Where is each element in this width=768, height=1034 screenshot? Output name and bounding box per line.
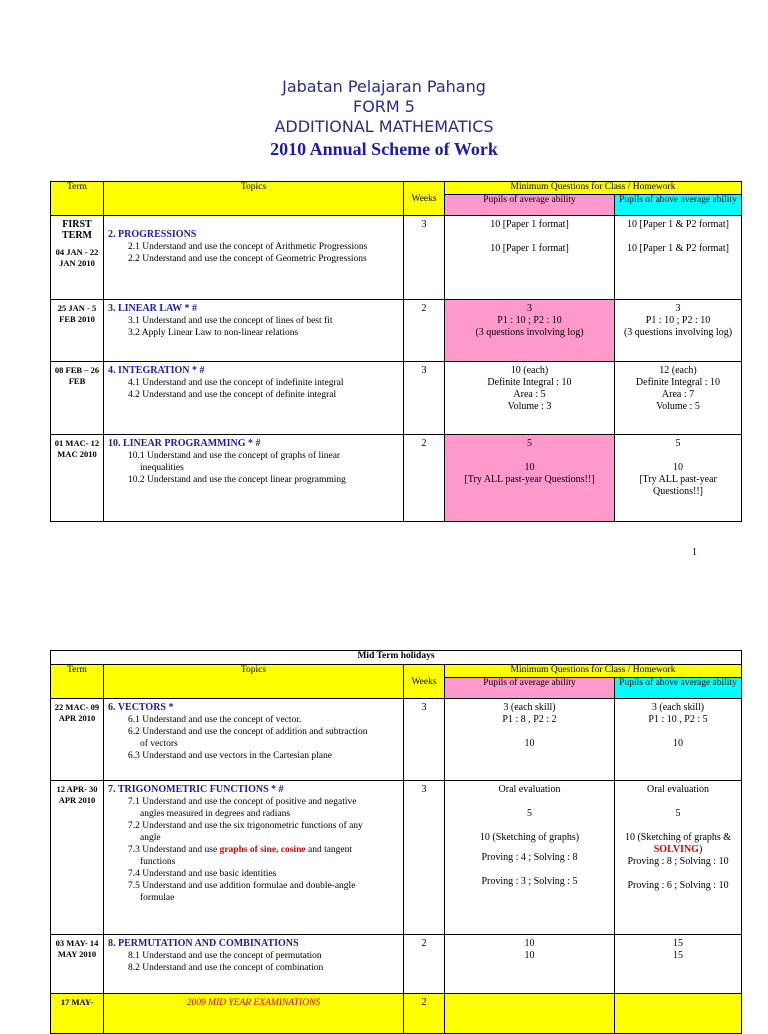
term-cell: FIRST TERM 04 JAN - 22 JAN 2010 <box>51 216 104 300</box>
above-cell: 10 [Paper 1 & P2 format] 10 [Paper 1 & P2 format] <box>615 216 742 300</box>
exam-cell: 2009 MID YEAR EXAMINATIONS <box>104 994 404 1034</box>
table-row <box>51 935 742 994</box>
above-cell: 15 15 <box>615 935 742 994</box>
term-cell: 25 JAN - 5 FEB 2010 <box>51 300 104 362</box>
average-cell <box>445 994 615 1034</box>
col-average-header: Pupils of average ability <box>445 195 615 216</box>
weeks-cell: 3 <box>404 362 445 435</box>
col-minq-header: Minimum Questions for Class / Homework <box>445 665 742 678</box>
above-cell: 3 P1 : 10 ; P2 : 10 (3 questions involving log) <box>615 300 742 362</box>
term-cell: 12 APR- 30 APR 2010 <box>51 781 104 935</box>
topic-cell: 4. INTEGRATION * # 4.1 Understand and use the concept of indefinite integral 4.2 Understand and use the concept of definite integral <box>104 362 404 435</box>
col-topics-header: Topics <box>104 665 404 699</box>
header-title: 2010 Annual Scheme of Work <box>270 139 498 159</box>
page-number: 1 <box>692 547 697 558</box>
average-cell: 5 10 [Try ALL past-year Questions!!] <box>445 435 615 522</box>
above-cell: 12 (each) Definite Integral : 10 Area : 7 Volume : 5 <box>615 362 742 435</box>
term-cell: 17 MAY- <box>51 994 104 1034</box>
col-term-header: Term <box>51 665 104 699</box>
highlight-text: graphs of sine, cosine <box>219 845 306 855</box>
weeks-cell: 3 <box>404 781 445 935</box>
highlight-text: SOLVING <box>653 844 699 855</box>
term-cell: 08 FEB – 26 FEB <box>51 362 104 435</box>
topic-cell: 8. PERMUTATION AND COMBINATIONS 8.1 Understand and use the concept of permutation 8.2 Understand and use the concept of combination <box>104 935 404 994</box>
above-cell: 3 (each skill) P1 : 10 , P2 : 5 10 <box>615 699 742 781</box>
average-cell: 10 (each) Definite Integral : 10 Area : 5 Volume : 3 <box>445 362 615 435</box>
weeks-cell: 2 <box>404 435 445 522</box>
col-weeks-header: Weeks <box>404 665 445 699</box>
weeks-cell: 2 <box>404 935 445 994</box>
header-form: FORM 5 <box>353 97 415 116</box>
table-row <box>51 994 742 1034</box>
table-row <box>51 216 742 300</box>
table-row <box>51 300 742 362</box>
term-cell: 22 MAC- 09 APR 2010 <box>51 699 104 781</box>
col-topics-header: Topics <box>104 182 404 216</box>
table-row <box>51 362 742 435</box>
average-cell: Oral evaluation 5 10 (Sketching of graphs) Proving : 4 ; Solving : 8 Proving : 3 ; Solving : 5 <box>445 781 615 935</box>
table-row <box>51 435 742 522</box>
average-cell: 10 [Paper 1 format] 10 [Paper 1 format] <box>445 216 615 300</box>
topic-cell: 3. LINEAR LAW * # 3.1 Understand and use the concept of lines of best fit 3.2 Apply Linear Law to non-linear relations <box>104 300 404 362</box>
scheme-table-page1 <box>50 181 742 522</box>
table-row <box>51 699 742 781</box>
weeks-cell: 2 <box>404 300 445 362</box>
topic-cell: 7. TRIGONOMETRIC FUNCTIONS * # 7.1 Understand and use the concept of positive and negative angles measured in degrees and radians 7.2 Understand and use the six trigonometric functions of any angle 7.3 Understand and use graphs of sine, cosine and tangent functions 7.4 Understand and use basic identities 7.5 Understand and use addition formulae and double-angle formulae <box>104 781 404 935</box>
above-cell: 5 10 [Try ALL past-year Questions!!] <box>615 435 742 522</box>
weeks-cell: 2 <box>404 994 445 1034</box>
weeks-cell: 3 <box>404 216 445 300</box>
col-minq-header: Minimum Questions for Class / Homework <box>445 182 742 195</box>
header-subject: ADDITIONAL MATHEMATICS <box>274 117 494 136</box>
topic-cell: 6. VECTORS * 6.1 Understand and use the concept of vector. 6.2 Understand and use the concept of addition and subtraction of vectors 6.3 Understand and use vectors in the Cartesian plane <box>104 699 404 781</box>
term-cell: 03 MAY- 14 MAY 2010 <box>51 935 104 994</box>
term-cell: 01 MAC- 12 MAC 2010 <box>51 435 104 522</box>
col-above-header: Pupils of above average ability <box>615 678 742 699</box>
weeks-cell: 3 <box>404 699 445 781</box>
above-cell: Oral evaluation 5 10 (Sketching of graphs & SOLVING) Proving : 8 ; Solving : 10 Proving : 6 ; Solving : 10 <box>615 781 742 935</box>
col-term-header: Term <box>51 182 104 216</box>
col-above-header: Pupils of above average ability <box>615 195 742 216</box>
average-cell: 3 P1 : 10 ; P2 : 10 (3 questions involving log) <box>445 300 615 362</box>
header-organization: Jabatan Pelajaran Pahang <box>282 77 486 96</box>
midterm-holidays-row: Mid Term holidays <box>51 651 742 665</box>
average-cell: 3 (each skill) P1 : 8 , P2 : 2 10 <box>445 699 615 781</box>
topic-cell: 10. LINEAR PROGRAMMING * # 10.1 Understand and use the concept of graphs of linear inequalities 10.2 Understand and use the concept linear programming <box>104 435 404 522</box>
col-average-header: Pupils of average ability <box>445 678 615 699</box>
scheme-table-page2 <box>50 650 742 1034</box>
above-cell <box>615 994 742 1034</box>
average-cell: 10 10 <box>445 935 615 994</box>
table-row <box>51 781 742 935</box>
col-weeks-header: Weeks <box>404 182 445 216</box>
topic-cell: 2. PROGRESSIONS 2.1 Understand and use the concept of Arithmetic Progressions 2.2 Understand and use the concept of Geometric Progressions <box>104 216 404 300</box>
